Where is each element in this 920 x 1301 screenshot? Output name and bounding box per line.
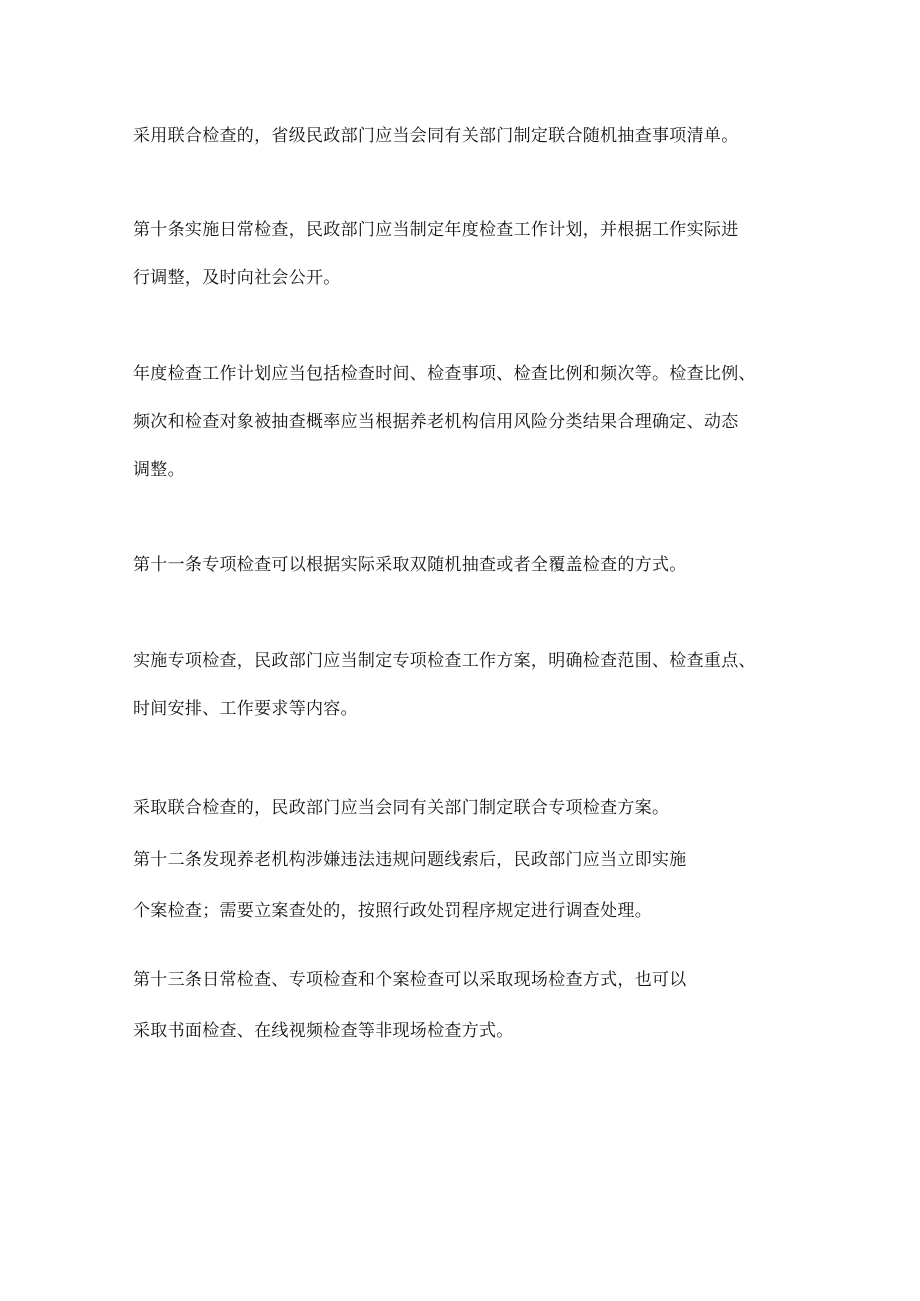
paragraph-line: 频次和检查对象被抽查概率应当根据养老机构信用风险分类结果合理确定、动态 <box>133 412 739 432</box>
paragraph-line: 行调整，及时向社会公开。 <box>133 268 341 288</box>
paragraph-line: 时间安排、工作要求等内容。 <box>133 699 358 719</box>
paragraph-line: 实施专项检查，民政部门应当制定专项检查工作方案，明确检查范围、检查重点、 <box>133 651 756 671</box>
paragraph-line: 采用联合检查的，省级民政部门应当会同有关部门制定联合随机抽查事项清单。 <box>133 126 739 146</box>
paragraph-line: 调整。 <box>133 460 185 480</box>
paragraph-line: 年度检查工作计划应当包括检查时间、检查事项、检查比例和频次等。检查比例、 <box>133 364 756 384</box>
article-12-line: 第十二条发现养老机构涉嫌违法违规问题线索后，民政部门应当立即实施 <box>133 850 687 870</box>
paragraph-line: 采取联合检查的，民政部门应当会同有关部门制定联合专项检查方案。 <box>133 798 670 818</box>
paragraph-line: 采取书面检查、在线视频检查等非现场检查方式。 <box>133 1021 514 1041</box>
article-11-line: 第十一条专项检查可以根据实际采取双随机抽查或者全覆盖检查的方式。 <box>133 555 687 575</box>
article-10-line: 第十条实施日常检查，民政部门应当制定年度检查工作计划，并根据工作实际进 <box>133 220 739 240</box>
paragraph-line: 个案检查；需要立案查处的，按照行政处罚程序规定进行调查处理。 <box>133 901 652 921</box>
article-13-line: 第十三条日常检查、专项检查和个案检查可以采取现场检查方式，也可以 <box>133 970 687 990</box>
